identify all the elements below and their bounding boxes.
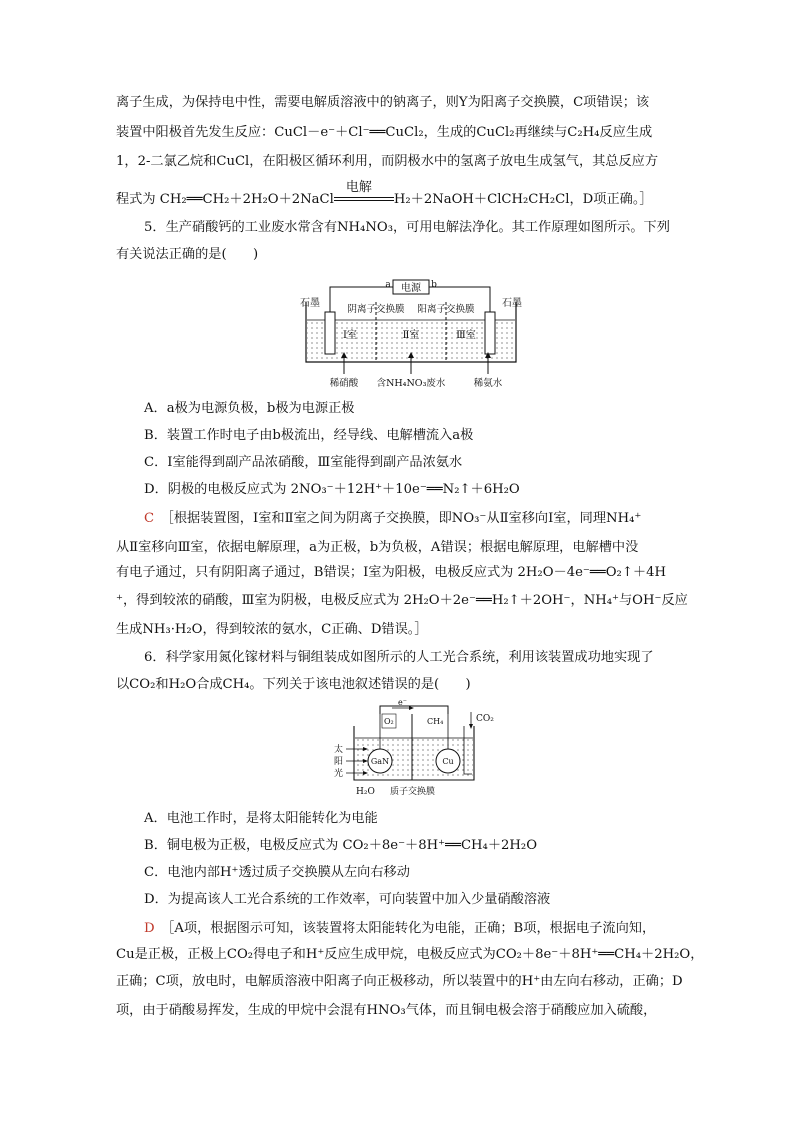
option-c: C．电池内部H⁺透过质子交换膜从左向右移动 [144,865,410,880]
cation-membrane-label: 阳离子交换膜 [417,304,475,315]
ch4-label: CH₄ [427,717,444,726]
question-6-stem-cont: 以CO₂和H₂O合成CH₄。下列关于该电池叙述错误的是( ) [116,677,471,692]
room-2-label: Ⅱ室 [402,330,420,341]
cu-electrode-label: Cu [442,757,454,766]
answer-letter: D [144,921,155,936]
equation-line [116,179,653,209]
proton-membrane-label: 质子交换膜 [390,787,436,797]
option-b: B．装置工作时电子由b极流出，经导线、电解槽流入a极 [144,428,474,443]
terminal-b-label: b [431,280,437,290]
photosynthesis-cell-diagram [326,698,498,802]
electron-label: e⁻ [398,698,407,707]
wastewater-label: 含NH₄NO₃废水 [376,378,446,389]
question-5-stem: 5．生产硝酸钙的工业废水常含有NH₄NO₃，可用电解法净化。其工作原理如图所示。下列 [144,220,670,235]
room-3-label: Ⅲ室 [456,330,476,341]
h2o-label: H₂O [356,787,375,797]
right-graphite-label: 石墨 [502,298,522,309]
anion-membrane-label: 阴离子交换膜 [347,304,405,315]
explanation-line: 生成NH₃·H₂O，得到较浓的氨水，C正确、D错误。］ [116,622,428,637]
text-line: 离子生成，为保持电中性，需要电解质溶液中的钠离子，则Y为阳离子交换膜，C项错误；该 [116,95,650,110]
power-source-label: 电源 [401,283,421,294]
answer-explanation: C ［根据装置图，Ⅰ室和Ⅱ室之间为阴离子交换膜，即NO₃⁻从Ⅱ室移向Ⅰ室，同理NH₄⁺ [144,511,642,526]
explanation-line: Cu是正极，正极上CO₂得电子和H⁺反应生成甲烷，电极反应式为CO₂＋8e⁻＋8H⁺══CH₄＋2H₂O， [116,947,704,962]
room-1-label: Ⅰ室 [343,330,357,341]
answer-letter: C [144,511,155,526]
option-a: A．a极为电源负极，b极为电源正极 [144,401,355,416]
option-a: A．电池工作时，是将太阳能转化为电能 [144,811,378,826]
svg-text:光: 光 [334,769,344,779]
explanation-line: 正确；C项，放电时，电解质溶液中阳离子向正极移动，所以装置中的H⁺由左向右移动，正确；D [116,974,683,989]
co2-label: CO₂ [476,714,494,724]
option-d: D．阴极的电极反应式为 2NO₃⁻＋12H⁺＋10e⁻══N₂↑＋6H₂O [144,482,520,497]
gan-electrode-label: GaN [370,757,390,766]
electrolysis-condition: 电解 [345,179,372,195]
equation-left: 程式为 CH₂══CH₂＋2H₂O＋2NaCl [116,192,334,207]
text-line: 1，2-二氯乙烷和CuCl，在阳极区循环利用，而阴极水中的氢离子放电生成氢气，其总反应方 [116,154,659,169]
dilute-ammonia-label: 稀氨水 [473,378,503,389]
explanation-line: 有电子通过，只有阴阳离子通过，B错误；Ⅰ室为阳极，电极反应式为 2H₂O－4e⁻══O₂↑＋4H [116,565,666,580]
option-c: C．Ⅰ室能得到副产品浓硝酸，Ⅲ室能得到副产品浓氨水 [144,455,463,470]
option-d: D．为提高该人工光合系统的工作效率，可向装置中加入少量硝酸溶液 [144,892,551,907]
question-6-stem: 6．科学家用氮化镓材料与铜组装成如图所示的人工光合系统，利用该装置成功地实现了 [144,650,654,665]
left-graphite-label: 石墨 [300,298,320,309]
answer-explanation: D ［A项，根据图示可知，该装置将太阳能转化为电能，正确；B项，根据电子流向知， [144,921,656,936]
option-b: B．铜电极为正极，电极反应式为 CO₂＋8e⁻＋8H⁺══CH₄＋2H₂O [144,838,538,853]
explanation-line: 从Ⅱ室移向Ⅲ室，依据电解原理，a为正极，b为负极，A错误；根据电解原理，电解槽中没 [116,540,639,555]
svg-text:阳: 阳 [334,757,344,767]
dilute-nitric-acid-label: 稀硝酸 [329,378,359,389]
o2-label: O₂ [384,717,394,726]
equation-right: H₂＋2NaOH＋ClCH₂CH₂Cl，D项正确。］ [393,192,653,207]
electrolysis-arrow [334,179,394,205]
explanation-line: 项，由于硝酸易挥发，生成的甲烷中会混有HNO₃气体，而且铜电极会溶于硝酸应加入硫酸， [116,1003,657,1018]
sunlight-label: 太 [334,745,344,755]
terminal-a-label: a [385,280,391,290]
text-line: 装置中阳极首先发生反应：CuCl－e⁻＋Cl⁻══CuCl₂，生成的CuCl₂再继续与C₂H₄反应生成 [116,125,653,140]
explanation-line: ⁺，得到较浓的硝酸，Ⅲ室为阴极，电极反应式为 2H₂O＋2e⁻══H₂↑＋2OH⁻，NH₄⁺与OH⁻反应 [116,593,688,608]
question-5-stem-cont: 有关说法正确的是( ) [116,247,259,262]
electrolysis-diagram [300,276,530,392]
